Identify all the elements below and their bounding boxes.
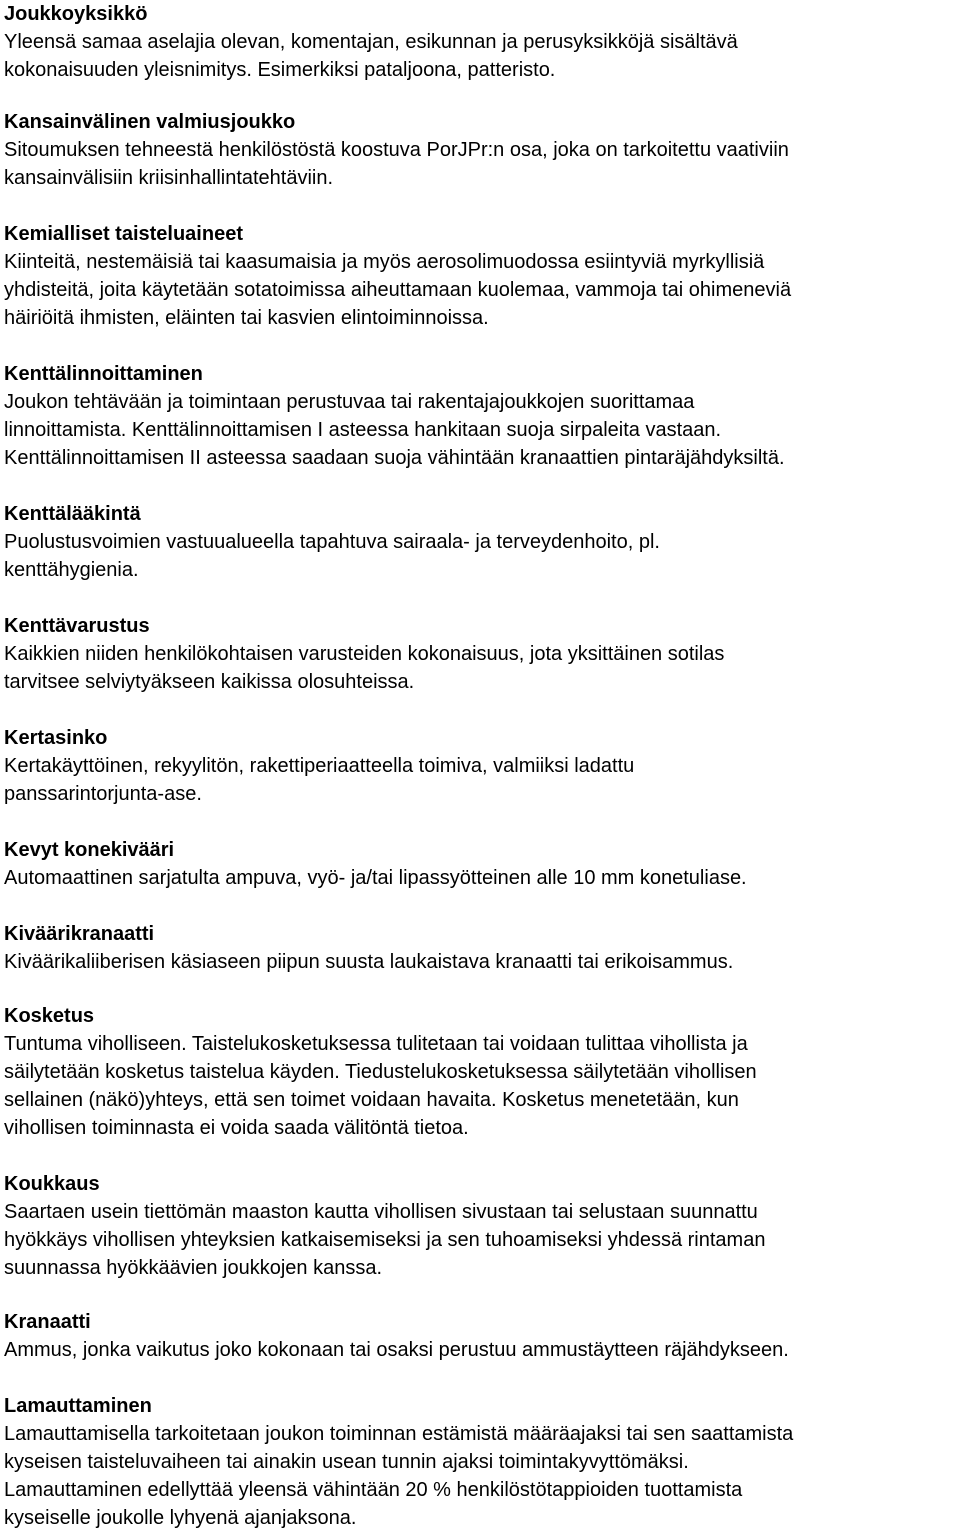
entry-definition-line: Joukon tehtävään ja toimintaan perustuvaa tai rakentajajoukkojen suorittamaa [4,391,695,413]
entry-definition-line: suunnassa hyökkäävien joukkojen kanssa. [4,1257,383,1279]
entry-definition-line: sellainen (näkö)yhteys, että sen toimet voidaan havaita. Kosketus menetetään, kun [4,1089,739,1111]
entry-definition-line: Automaattinen sarjatulta ampuva, vyö- ja/tai lipassyötteinen alle 10 mm konetuliase. [4,867,747,889]
entry-definition-line: panssarintorjunta-ase. [4,783,202,805]
entry-definition-line: Kiinteitä, nestemäisiä tai kaasumaisia ja myös aerosolimuodossa esiintyviä myrkyllisiä [4,251,765,273]
entry-term: Lamauttaminen [4,1395,152,1417]
entry-definition-line: kokonaisuuden yleisnimitys. Esimerkiksi pataljoona, patteristo. [4,59,556,81]
glossary-entry-kemialliset-taisteluaineet [4,220,791,332]
entry-term: Kranaatti [4,1311,91,1333]
entry-term: Kansainvälinen valmiusjoukko [4,111,296,133]
entry-definition-line: Tuntuma viholliseen. Taistelukosketuksessa tulitetaan tai voidaan tulittaa vihollista ja [4,1033,748,1055]
entry-definition-line: kyseiselle joukolle lyhyenä ajanjaksona. [4,1507,357,1529]
glossary-entry-kertasinko [4,724,634,808]
glossary-entry-lamauttaminen [4,1392,793,1532]
entry-definition-line: Kertakäyttöinen, rekyylitön, rakettiperiaatteella toimiva, valmiiksi ladattu [4,755,635,777]
entry-definition-line: Lamauttamisella tarkoitetaan joukon toiminnan estämistä määräajaksi tai sen saattamista [4,1423,794,1445]
entry-definition-line: Saartaen usein tiettömän maaston kautta vihollisen sivustaan tai selustaan suunnattu [4,1201,758,1223]
glossary-entry-kansainvalinen-valmiusjoukko [4,108,789,192]
entry-term: Koukkaus [4,1173,100,1195]
entry-term: Kenttälääkintä [4,503,141,525]
entry-definition-line: linnoittamista. Kenttälinnoittamisen I asteessa hankitaan suoja sirpaleita vastaan. [4,419,722,441]
entry-term: Kertasinko [4,727,108,749]
entry-definition-line: Lamauttaminen edellyttää yleensä vähintään 20 % henkilöstötappioiden tuottamista [4,1479,743,1501]
entry-term: Joukkoyksikkö [4,3,148,25]
entry-definition-line: tarvitsee selviytyäkseen kaikissa olosuhteissa. [4,671,415,693]
glossary-entry-kranaatti [4,1308,789,1364]
entry-term: Kenttälinnoittaminen [4,363,203,385]
entry-definition-line: häiriöitä ihmisten, eläinten tai kasvien elintoiminnoissa. [4,307,489,329]
entry-definition-line: Kaikkien niiden henkilökohtaisen varusteiden kokonaisuus, jota yksittäinen sotilas [4,643,725,665]
entry-definition-line: yhdisteitä, joita käytetään sotatoimissa aiheuttamaan kuolemaa, vammoja tai ohimeneviä [4,279,792,301]
entry-term: Kiväärikranaatti [4,923,155,945]
glossary-entry-kenttalinnoittaminen [4,360,785,472]
entry-definition-line: Kenttälinnoittamisen II asteessa saadaan suoja vähintään kranaattien pintaräjähdyksiltä. [4,447,785,469]
glossary-entry-kenttalaakinta [4,500,660,584]
entry-definition-line: hyökkäys vihollisen yhteyksien katkaisemiseksi ja sen tuhoamiseksi yhdessä rintaman [4,1229,766,1251]
entry-definition-line: säilytetään kosketus taistelua käyden. Tiedustelukosketuksessa säilytetään vihollisen [4,1061,757,1083]
glossary-entry-kosketus [4,1002,757,1142]
entry-definition-line: kansainvälisiin kriisinhallintatehtäviin. [4,167,334,189]
entry-term: Kenttävarustus [4,615,150,637]
glossary-entry-koukkaus [4,1170,765,1282]
entry-term: Kemialliset taisteluaineet [4,223,243,245]
entry-definition-line: Yleensä samaa aselajia olevan, komentajan, esikunnan ja perusyksikköjä sisältävä [4,31,738,53]
glossary-entry-kevyt-konekivaari [4,836,747,892]
entry-definition-line: kyseisen taisteluvaiheen tai ainakin usean tunnin ajaksi toimintakyvyttömäksi. [4,1451,689,1473]
entry-definition-line: kenttähygienia. [4,559,139,581]
entry-definition-line: Puolustusvoimien vastuualueella tapahtuva sairaala- ja terveydenhoito, pl. [4,531,660,553]
entry-definition-line: Ammus, jonka vaikutus joko kokonaan tai osaksi perustuu ammustäytteen räjähdykseen. [4,1339,789,1361]
entry-definition-line: Sitoumuksen tehneestä henkilöstöstä koostuva PorJPr:n osa, joka on tarkoitettu vaativiin [4,139,789,161]
glossary-entry-kenttavarustus [4,612,724,696]
entry-term: Kevyt konekivääri [4,839,175,861]
entry-definition-line: vihollisen toiminnasta ei voida saada välitöntä tietoa. [4,1117,469,1139]
glossary-entry-kivaarikranaatti [4,920,733,976]
entry-definition-line: Kiväärikaliiberisen käsiaseen piipun suusta laukaistava kranaatti tai erikoisammus. [4,951,734,973]
glossary-entry-joukkoyksikko [4,0,738,84]
entry-term: Kosketus [4,1005,95,1027]
